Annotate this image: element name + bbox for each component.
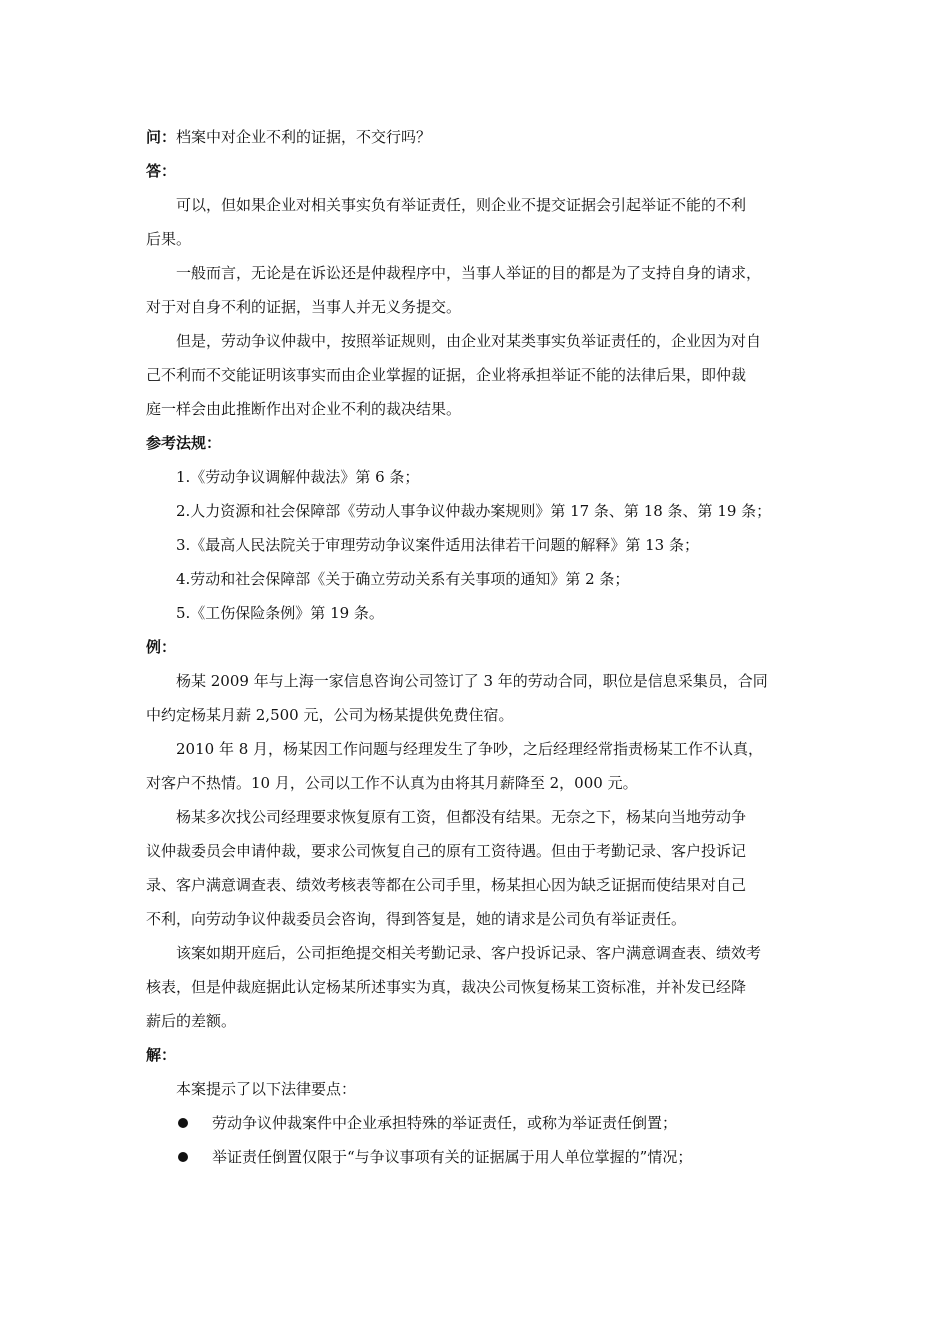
- example-p1-line-1: 杨某 2009 年与上海一家信息咨询公司签订了 3 年的劳动合同，职位是信息采集员，合同: [176, 672, 768, 690]
- example-p3-line-4: 不利，向劳动争议仲裁委员会咨询，得到答复是，她的请求是公司负有举证责任。: [146, 910, 687, 928]
- example-heading: 例：: [146, 638, 177, 656]
- reference-item-4: 4.劳动和社会保障部《关于确立劳动关系有关事项的通知》第 2 条；: [176, 570, 630, 588]
- answer-heading: 答：: [146, 162, 177, 180]
- analysis-intro: 本案提示了以下法律要点：: [176, 1080, 357, 1098]
- example-p3-line-2: 议仲裁委员会申请仲裁，要求公司恢复自己的原有工资待遇。但由于考勤记录、客户投诉记: [146, 842, 747, 860]
- answer-p3-line-2: 己不利而不交能证明该事实而由企业掌握的证据，企业将承担举证不能的法律后果，即仲裁: [146, 366, 747, 384]
- answer-p2-line-1: 一般而言，无论是在诉讼还是仲裁程序中，当事人举证的目的都是为了支持自身的请求，: [176, 264, 762, 282]
- analysis-bullet-1: [146, 1106, 812, 1140]
- example-p2-line-1: 2010 年 8 月，杨某因工作问题与经理发生了争吵，之后经理经常指责杨某工作不认真，: [176, 740, 764, 758]
- question-text: 档案中对企业不利的证据，不交行吗？: [176, 128, 432, 146]
- question-line: [146, 120, 812, 154]
- answer-p2-line-2: 对于对自身不利的证据，当事人并无义务提交。: [146, 298, 462, 316]
- analysis-bullet-2-text: 举证责任倒置仅限于“与争议事项有关的证据属于用人单位掌握的”情况；: [212, 1148, 693, 1166]
- example-p2-line-2: 对客户不热情。10 月，公司以工作不认真为由将其月薪降至 2，000 元。: [146, 774, 638, 792]
- reference-item-3: 3.《最高人民法院关于审理劳动争议案件适用法律若干问题的解释》第 13 条；: [176, 536, 699, 554]
- example-p4-line-1: 该案如期开庭后，公司拒绝提交相关考勤记录、客户投诉记录、客户满意调查表、绩效考: [176, 944, 762, 962]
- analysis-bullet-1-text: 劳动争议仲裁案件中企业承担特殊的举证责任，或称为举证责任倒置；: [212, 1114, 678, 1132]
- example-p3-line-3: 录、客户满意调查表、绩效考核表等都在公司手里，杨某担心因为缺乏证据而使结果对自己: [146, 876, 747, 894]
- answer-p1-line-2: 后果。: [146, 230, 192, 248]
- example-p4-line-3: 薪后的差额。: [146, 1012, 237, 1030]
- document-page: [146, 120, 812, 1174]
- reference-item-5: 5.《工伤保险条例》第 19 条。: [176, 604, 384, 622]
- answer-p1-line-1: 可以，但如果企业对相关事实负有举证责任，则企业不提交证据会引起举证不能的不利: [176, 196, 747, 214]
- answer-p3-line-3: 庭一样会由此推断作出对企业不利的裁决结果。: [146, 400, 462, 418]
- answer-paragraph-2: [146, 256, 812, 324]
- question-label: 问：: [146, 128, 177, 146]
- answer-paragraph-3: [146, 324, 812, 426]
- analysis-heading: 解：: [146, 1046, 177, 1064]
- reference-item-2: 2.人力资源和社会保障部《劳动人事争议仲裁办案规则》第 17 条、第 18 条、第 19 条；: [176, 502, 772, 520]
- example-paragraph-4: [146, 936, 812, 1038]
- references-heading: 参考法规：: [146, 434, 222, 452]
- answer-paragraph-1: [146, 188, 812, 256]
- example-paragraph-3: [146, 800, 812, 936]
- example-paragraph-2: [146, 732, 812, 800]
- example-p1-line-2: 中约定杨某月薪 2,500 元，公司为杨某提供免费住宿。: [146, 706, 514, 724]
- bullet-dot-icon: [178, 1118, 188, 1128]
- example-paragraph-1: [146, 664, 812, 732]
- example-p3-line-1: 杨某多次找公司经理要求恢复原有工资，但都没有结果。无奈之下，杨某向当地劳动争: [176, 808, 747, 826]
- example-p4-line-2: 核表，但是仲裁庭据此认定杨某所述事实为真，裁决公司恢复杨某工资标准，并补发已经降: [146, 978, 747, 996]
- analysis-bullet-2: [146, 1140, 812, 1174]
- reference-item-1: 1.《劳动争议调解仲裁法》第 6 条；: [176, 468, 420, 486]
- bullet-dot-icon: [178, 1152, 188, 1162]
- answer-p3-line-1: 但是，劳动争议仲裁中，按照举证规则，由企业对某类事实负举证责任的，企业因为对自: [176, 332, 762, 350]
